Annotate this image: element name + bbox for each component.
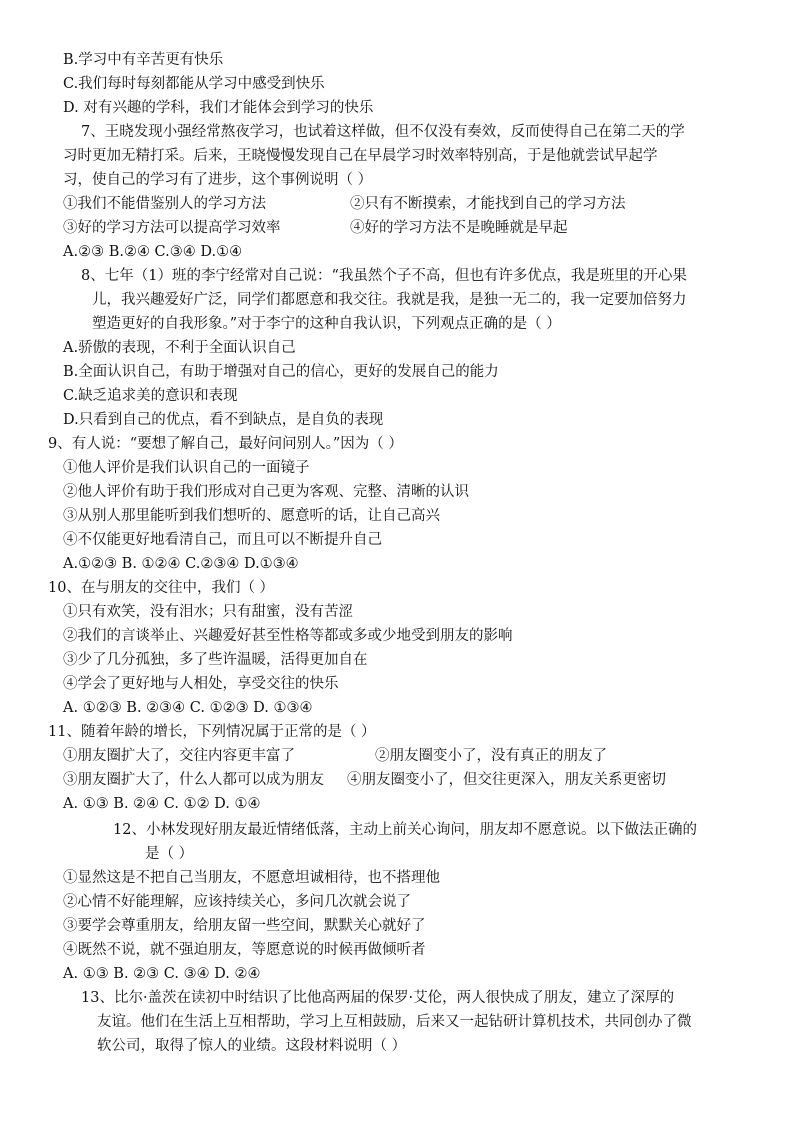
option-line: D. 对有兴趣的学科，我们才能体会到学习的快乐 — [63, 100, 374, 116]
option-line: D.只看到自己的优点，看不到缺点，是自负的表现 — [63, 412, 384, 428]
question-8-line: 8、七年（1）班的李宁经常对自己说：“我虽然个子不高，但也有许多优点，我是班里的开心果 — [81, 268, 687, 284]
question-11-line: 11、随着年龄的增长，下列情况属于正常的是（ ） — [48, 724, 376, 740]
question-13-line: 13、比尔·盖茨在读初中时结识了比他高两届的保罗·艾伦，两人很快成了朋友，建立了深厚的 — [81, 990, 675, 1006]
answer-choices: A.①②③ B. ①②④ C.②③④ D.①③④ — [63, 556, 299, 572]
question-8-line: 塑造更好的自我形象。”对于李宁的这种自我认识，下列观点正确的是（ ） — [92, 316, 561, 332]
question-12-line: 12、小林发现好朋友最近情绪低落，主动上前关心询问，朋友却不愿意说。以下做法正确的 — [113, 822, 697, 838]
statement-line: ①朋友圈扩大了，交往内容更丰富了 — [63, 748, 295, 764]
option-line: C.我们每时每刻都能从学习中感受到快乐 — [63, 76, 325, 92]
question-7-line: 习时更加无精打采。后来，王晓慢慢发现自己在早晨学习时效率特别高，于是他就尝试早起学 — [63, 148, 658, 164]
question-9-line: 9、有人说：“要想了解自己，最好问问别人。”因为（ ） — [48, 436, 403, 452]
answer-choices: A. ①②③ B. ②③④ C. ①②③ D. ①③④ — [63, 700, 313, 716]
statement-line: ②他人评价有助于我们形成对自己更为客观、完整、清晰的认识 — [63, 484, 469, 500]
statement-line: ③少了几分孤独，多了些许温暖，活得更加自在 — [63, 652, 368, 668]
answer-choices: A.②③ B.②④ C.③④ D.①④ — [63, 244, 243, 260]
statement-line: ③好的学习方法可以提高学习效率 — [63, 220, 281, 236]
answer-choices: A. ①③ B. ②③ C. ③④ D. ②④ — [63, 966, 261, 982]
question-10-line: 10、在与朋友的交往中，我们（ ） — [48, 580, 275, 596]
option-line: C.缺乏追求美的意识和表现 — [63, 388, 238, 404]
statement-line: ③朋友圈扩大了，什么人都可以成为朋友 — [63, 772, 324, 788]
option-line: B.全面认识自己，有助于增强对自己的信心，更好的发展自己的能力 — [63, 364, 499, 380]
question-7-line: 7、王晓发现小强经常熬夜学习，也试着这样做，但不仅没有奏效，反而使得自己在第二天的学 — [81, 124, 685, 140]
statement-line: ④不仅能更好地看清自己，而且可以不断提升自己 — [63, 532, 382, 548]
statement-line: ④学会了更好地与人相处，享受交往的快乐 — [63, 676, 339, 692]
option-line: B.学习中有辛苦更有快乐 — [63, 52, 224, 68]
question-7-line: 习，使自己的学习有了进步，这个事例说明（ ） — [63, 172, 373, 188]
answer-choices: A. ①③ B. ②④ C. ①② D. ①④ — [63, 796, 261, 812]
statement-line: ①只有欢笑，没有泪水；只有甜蜜，没有苦涩 — [63, 604, 353, 620]
option-line: A.骄傲的表现，不利于全面认识自己 — [63, 340, 296, 356]
statement-line: ④既然不说，就不强迫朋友，等愿意说的时候再做倾听者 — [63, 942, 426, 958]
statement-line: ④朋友圈变小了，但交往更深入，朋友关系更密切 — [347, 772, 666, 788]
statement-line: ②只有不断摸索，才能找到自己的学习方法 — [350, 196, 626, 212]
statement-line: ①显然这是不把自己当朋友，不愿意坦诚相待，也不搭理他 — [63, 870, 440, 886]
statement-line: ①他人评价是我们认识自己的一面镜子 — [63, 460, 310, 476]
statement-line: ②朋友圈变小了，没有真正的朋友了 — [375, 748, 607, 764]
statement-line: ③从别人那里能听到我们想听的、愿意听的话，让自己高兴 — [63, 508, 440, 524]
statement-line: ④好的学习方法不是晚睡就是早起 — [350, 220, 568, 236]
question-12-line: 是（ ） — [145, 846, 194, 862]
question-13-line: 友谊。他们在生活上互相帮助，学习上互相鼓励，后来又一起钻研计算机技术，共同创办了微 — [97, 1014, 692, 1030]
question-8-line: 儿，我兴趣爱好广泛，同学们都愿意和我交往。我就是我，是独一无二的，我一定要加倍努力 — [92, 292, 687, 308]
statement-line: ③要学会尊重朋友，给朋友留一些空间，默默关心就好了 — [63, 918, 426, 934]
statement-line: ②心情不好能理解，应该持续关心，多问几次就会说了 — [63, 894, 411, 910]
statement-line: ①我们不能借鉴别人的学习方法 — [63, 196, 266, 212]
statement-line: ②我们的言谈举止、兴趣爱好甚至性格等都或多或少地受到朋友的影响 — [63, 628, 513, 644]
question-13-line: 软公司，取得了惊人的业绩。这段材料说明（ ） — [97, 1038, 407, 1054]
